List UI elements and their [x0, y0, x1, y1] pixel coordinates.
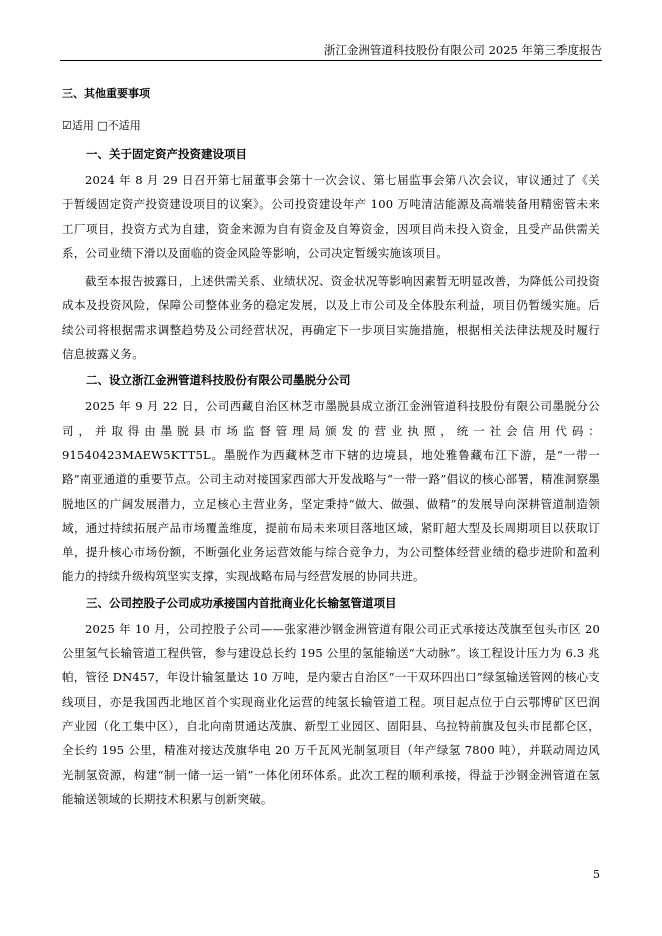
item-2-paragraph-1: 2025 年 9 月 22 日，公司西藏自治区林芝市墨脱县成立浙江金洲管道科技股份有限公司墨脱分公司，并取得由墨脱县市场监督管理局颁发的营业执照，统一社会信用代码：91540423MAEW5KTT5L。墨脱作为西藏林芝市下辖的边境县，地处雅鲁藏布江下游，是“一带一路”南亚通道的重要节点。公司主动对接国家西部大开发战略与“一带一路”倡议的核心部署，精准洞察墨脱地区的广阔发展潜力，立足核心主营业务，坚定秉持“做大、做强、做精”的发展导向深耕管道制造领域，通过持续拓展产品市场覆盖维度，提前布局未来项目落地区域，紧盯超大型及长周期项目以获取订单，提升核心市场份额，不断强化业务运营效能与综合竞争力，为公司整体经营业绩的稳步进阶和盈利能力的持续升级构筑坚实支撑，实现战略布局与经营发展的协同共进。 [62, 399, 600, 584]
item-3-paragraph-1: 2025 年 10 月，公司控股子公司——张家港沙钢金洲管道有限公司正式承接达茂旗至包头市区 20 公里氢气长输管道工程供管，参与建设总长约 195 公里的氢能输送“大动脉”。该工程设计压力为 6.3 兆帕，管径 DN457，年设计输氢量达 10 万吨，是内蒙古自治区“一干双环四出口”绿氢输送管网的核心支线项目，亦是我国西北地区首个实现商业化运营的纯氢长输管道工程。项目起点位于白云鄂博矿区巴润产业园（化工集中区），自北向南贯通达茂旗、新型工业园区、固阳县、乌拉特前旗及包头市昆都仑区，全长约 195 公里，精准对接达茂旗华电 20 万千瓦风光制氢项目（年产绿氢 7800 吨），并联动周边风光制氢资源，构建“制一储一运一销”一体化闭环体系。此次工程的顺利承接，得益于沙钢金洲管道在氢能输送领域的长期技术积累与创新突破。 [62, 621, 600, 806]
item-2-heading: 二、设立浙江金洲管道科技股份有限公司墨脱分公司 [86, 373, 351, 388]
header-title: 浙江金洲管道科技股份有限公司 2025 年第三季度报告 [323, 43, 602, 57]
item-1-paragraph-1: 2024 年 8 月 29 日召开第七届董事会第十一次会议、第七届监事会第八次会议，审议通过了《关于暂缓固定资产投资建设项目的议案》。公司投资建设年产 100 万吨清洁能源及高端装备用精密管未来工厂项目，投资方式为自建，资金来源为自有资金及自筹资金，因项目尚未投入资金，且受产品供需关系，公司业绩下滑以及面临的资金风险等影响，公司决定暂缓实施该项目。 [62, 173, 600, 260]
item-3 [62, 593, 600, 811]
page-number: 5 [593, 868, 600, 881]
page-header [60, 40, 602, 61]
item-2 [62, 370, 600, 588]
item-1 [62, 144, 600, 366]
item-3-heading: 三、公司控股子公司成功承接国内首批商业化长输氢管道项目 [86, 595, 397, 610]
item-1-heading: 一、关于固定资产投资建设项目 [86, 147, 247, 161]
section-title: 三、其他重要事项 [62, 87, 150, 100]
applicability-checkbox-line: ☑适用 □不适用 [62, 119, 141, 132]
item-1-paragraph-2: 截至本报告披露日，上述供需关系、业绩状况、资金状况等影响因素暂无明显改善，为降低公司投资成本及投资风险，保障公司整体业务的稳定发展，以及上市公司及全体股东利益，项目仍暂缓实施。后续公司将根据需求调整趋势及公司经营状况，再确定下一步项目实施措施，根据相关法律法规及时履行信息披露义务。 [62, 274, 600, 362]
document-body [62, 78, 600, 811]
